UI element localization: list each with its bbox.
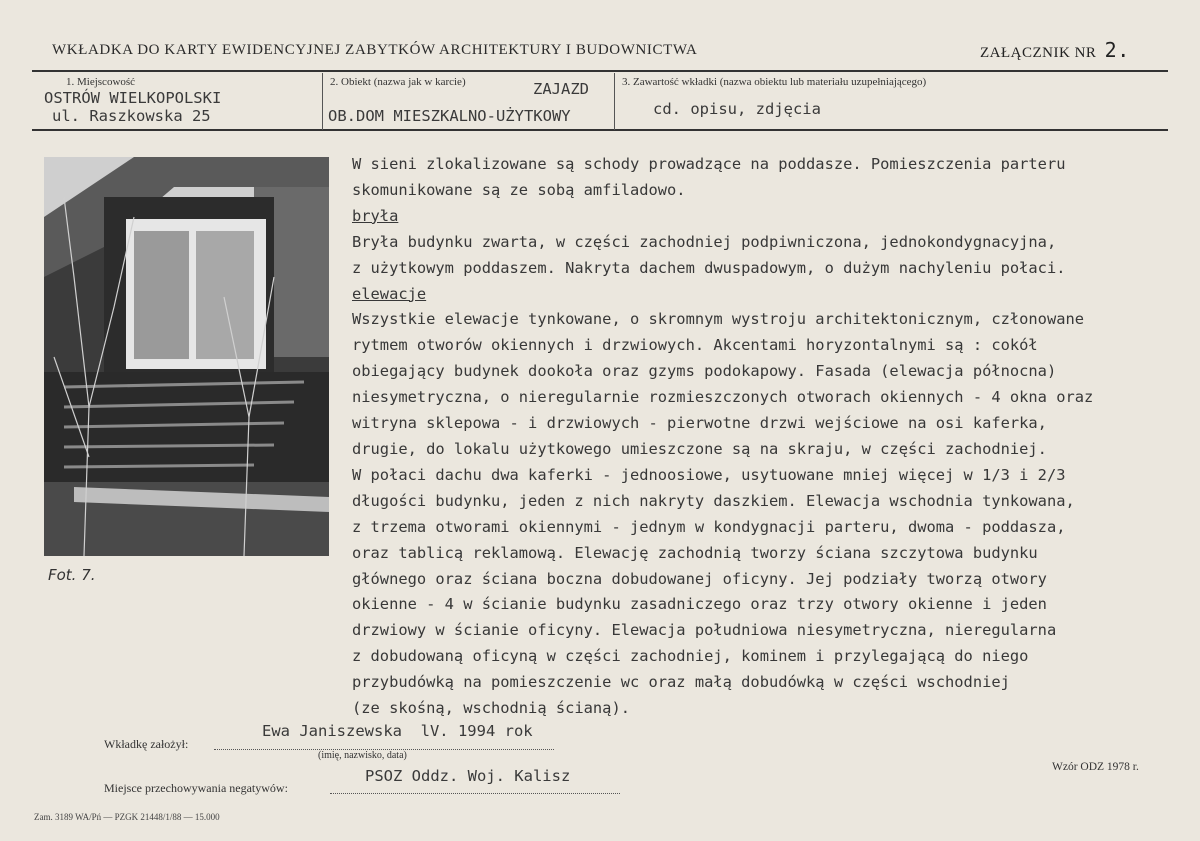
text-line: W połaci dachu dwa kaferki - jednoosiowe, usytuowane mniej więcej w 1/3 i 2/3 [352, 465, 1066, 484]
text-line: długości budynku, jeden z nich nakryty daszkiem. Elewacja wschodnia tynkowana, [352, 491, 1075, 510]
text-line: rytmem otworów okiennych i drzwiowych. Akcentami horyzontalnymi są : cokół [352, 336, 1038, 355]
text-line: z trzema otworami okiennymi - jednym w kondygnacji parteru, dwoma - poddasza, [352, 517, 1066, 536]
header-bottom-rule [32, 129, 1168, 131]
text-line: obiegający budynek dookoła oraz gzyms podokapowy. Fasada (elewacja północna) [352, 362, 1057, 381]
created-by-label: Wkładkę założył: [104, 737, 189, 751]
locality-street: ul. Raszkowska 25 [52, 107, 211, 125]
description-text [352, 152, 1172, 722]
text-line: Bryła budynku zwarta, w części zachodniej podpiwniczona, jednokondygnacyjna, [352, 232, 1057, 251]
locality-value: OSTRÓW WIELKOPOLSKI [44, 89, 222, 107]
text-line: z dobudowaną oficyną w części zachodniej, kominem i przylegającą do niego [352, 647, 1029, 666]
text-line: W sieni zlokalizowane są schody prowadzące na poddasze. Pomieszczenia parteru [352, 155, 1066, 173]
section-heading: elewacje [352, 284, 427, 303]
annex-value: 2. [1104, 38, 1130, 62]
created-by-value: Ewa Janiszewska lV. 1994 rok [262, 722, 533, 740]
storage-value: PSOZ Oddz. Woj. Kalisz [365, 767, 571, 785]
content-value: cd. opisu, zdjęcia [653, 100, 821, 118]
locality-label: 1. Miejscowość [66, 76, 136, 88]
object-label: 2. Obiekt (nazwa jak w karcie) [330, 76, 466, 88]
field-divider [614, 73, 615, 130]
form-title: WKŁADKA DO KARTY EWIDENCYJNEJ ZABYTKÓW ARCHITEKTURY I BUDOWNICTWA [52, 42, 698, 58]
text-line: skomunikowane są ze sobą amfiladowo. [352, 180, 686, 199]
object-value-top: ZAJAZD [533, 80, 589, 98]
text-line: głównego oraz ściana boczna dobudowanej oficyny. Jej podziały tworzą otwory [352, 569, 1047, 588]
text-line: (ze skośną, wschodnią ścianą). [352, 699, 630, 718]
field-divider [322, 73, 323, 130]
storage-line [330, 792, 620, 794]
text-line: drzwiowy w ścianie oficyny. Elewacja południowa niesymetryczna, nieregularna [352, 621, 1057, 640]
header-top-rule [32, 70, 1168, 72]
text-line: drugie, do lokalu użytkowego umieszczone są na skraju, w części zachodniej. [352, 439, 1047, 458]
building-photo [44, 157, 329, 556]
form-model: Wzór ODZ 1978 r. [1052, 761, 1139, 773]
text-line: okienne - 4 w ścianie budynku zasadniczego oraz trzy otwory okienne i jeden [352, 595, 1047, 614]
text-line: niesymetryczna, o nieregularnie rozmieszczonych otworach okiennych - 4 okna oraz [352, 388, 1094, 407]
object-value: OB.DOM MIESZKALNO-UŻYTKOWY [328, 107, 571, 125]
text-line: Wszystkie elewacje tynkowane, o skromnym wystroju architektonicznym, członowane [352, 310, 1085, 329]
photo-caption: Fot. 7. [48, 566, 96, 584]
content-label: 3. Zawartość wkładki (nazwa obiektu lub materiału uzupełniającego) [622, 76, 927, 88]
annex-number [980, 38, 1130, 62]
annex-label: ZAŁĄCZNIK NR [980, 45, 1097, 61]
created-by-hint: (imię, nazwisko, data) [318, 750, 407, 761]
section-heading: bryła [352, 206, 399, 225]
storage-label: Miejsce przechowywania negatywów: [104, 781, 288, 795]
print-info: Zam. 3189 WA/Pń — PZGK 21448/1/88 — 15.000 [34, 812, 220, 822]
text-line: witryna sklepowa - i drzwiowych - pierwotne drzwi wejściowe na osi kaferka, [352, 414, 1047, 433]
text-line: przybudówką na pomieszczenie wc oraz małą dobudówką w części wschodniej [352, 673, 1010, 692]
text-line: oraz tablicą reklamową. Elewację zachodnią tworzy ściana szczytowa budynku [352, 543, 1038, 562]
text-line: z użytkowym poddaszem. Nakryta dachem dwuspadowym, o dużym nachyleniu połaci. [352, 258, 1066, 277]
